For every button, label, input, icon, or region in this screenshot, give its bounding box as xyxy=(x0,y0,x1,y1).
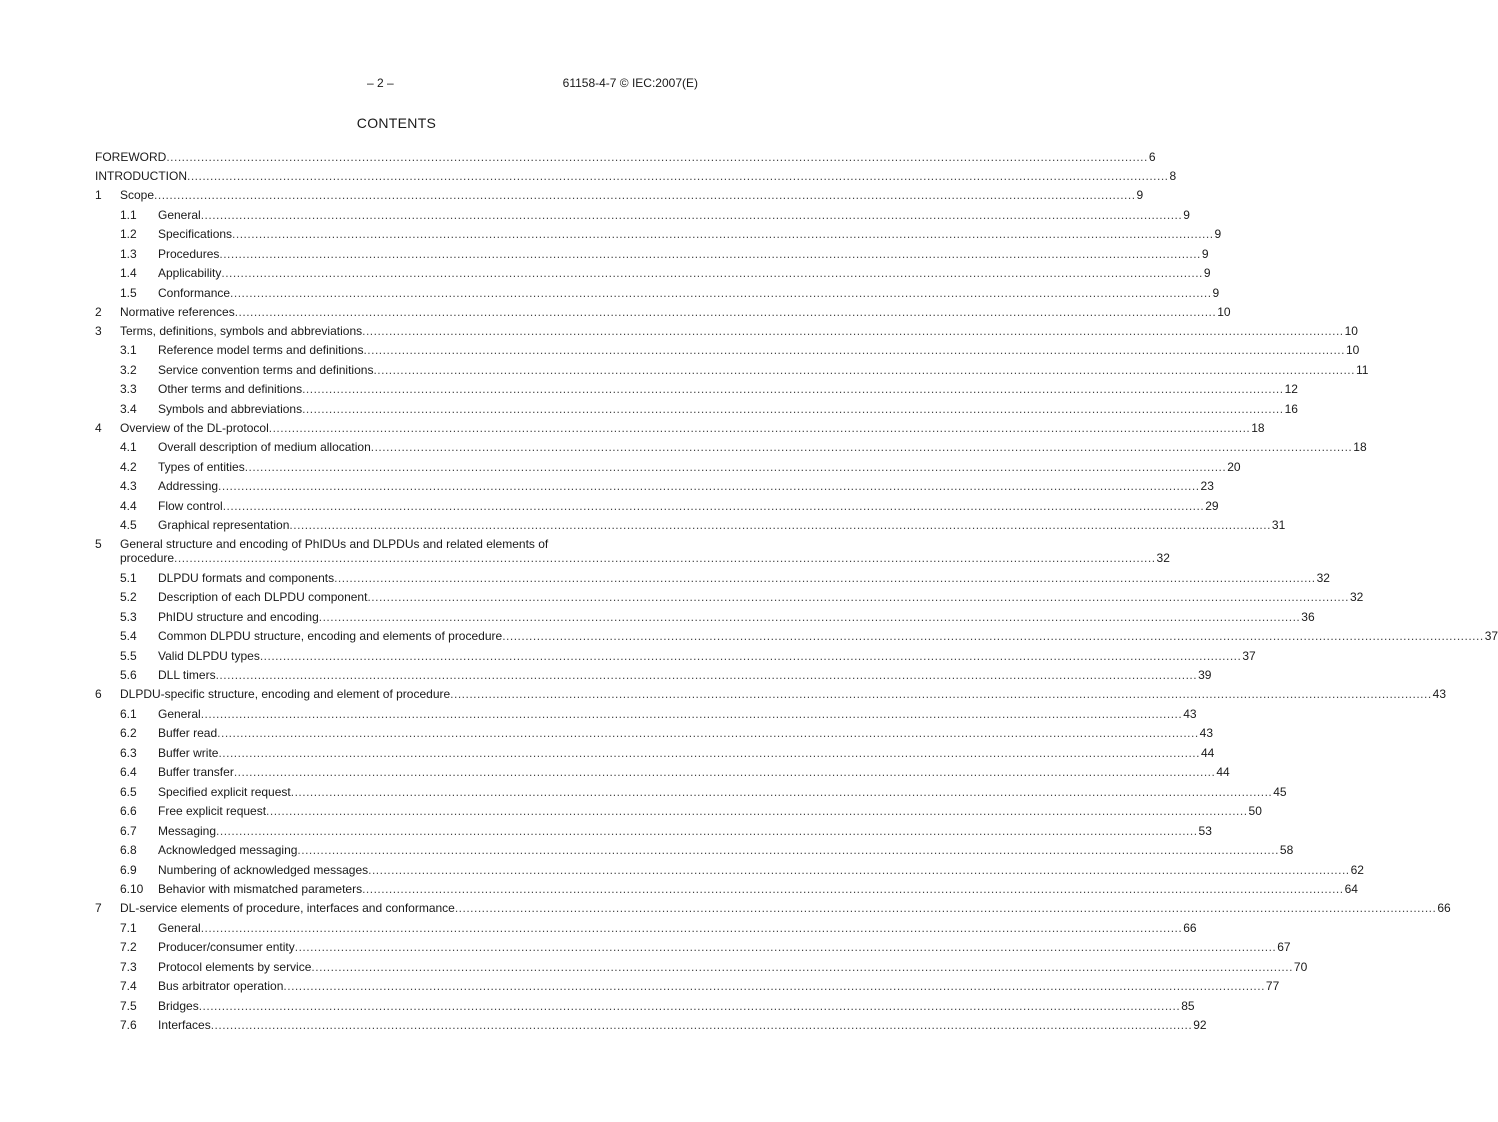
toc-entry-page: 66 xyxy=(1183,920,1197,935)
toc-entry-page: 67 xyxy=(1277,940,1291,954)
toc-entry[interactable] xyxy=(95,169,1177,183)
dot-leader xyxy=(269,421,1251,435)
dot-leader xyxy=(154,188,1136,202)
toc-entry[interactable] xyxy=(95,784,1287,799)
toc-entry-page: 58 xyxy=(1279,843,1294,857)
toc-entry-page: 32 xyxy=(1156,551,1170,565)
toc-entry-number: 7.6 xyxy=(120,1018,137,1032)
toc-entry-title: Bridges xyxy=(158,998,199,1013)
toc-entry-number: 3.3 xyxy=(120,382,137,396)
toc-entry-title: Interfaces xyxy=(158,1018,211,1032)
toc-entry-number: 6.5 xyxy=(120,784,137,799)
toc-entry-title: Symbols and abbreviations xyxy=(158,401,303,416)
dot-leader xyxy=(302,402,1284,416)
toc-entry[interactable] xyxy=(95,518,1286,532)
toc-entry[interactable] xyxy=(95,382,1298,396)
toc-entry[interactable] xyxy=(95,323,1358,338)
toc-entry-title: DLL timers xyxy=(158,668,216,682)
toc-entry[interactable] xyxy=(95,629,1498,643)
toc-entry-page: 32 xyxy=(1316,570,1330,585)
toc-entry-number: 7.3 xyxy=(120,959,137,974)
toc-entry-number: 6.10 xyxy=(120,882,144,896)
toc-entry-number: 7.5 xyxy=(120,998,137,1013)
toc-entry-title: Buffer read xyxy=(158,726,218,740)
toc-entry-number: 3.1 xyxy=(120,343,137,357)
toc-entry-number: 6.2 xyxy=(120,726,137,740)
dot-leader xyxy=(502,629,1484,643)
table-of-contents xyxy=(95,145,1498,1032)
toc-entry-number: 5.5 xyxy=(120,648,137,663)
dot-leader xyxy=(234,765,1216,779)
dot-leader xyxy=(291,785,1273,799)
dot-leader xyxy=(216,668,1198,682)
dot-leader xyxy=(218,746,1200,760)
toc-entry-title: Messaging xyxy=(158,823,217,838)
toc-entry-page: 43 xyxy=(1183,706,1197,721)
toc-entry-title: Applicability xyxy=(158,266,222,280)
toc-entry-page: 18 xyxy=(1353,440,1367,454)
header-page-number: – 2 – xyxy=(367,76,394,90)
toc-entry-page: 44 xyxy=(1200,745,1215,760)
toc-entry-number: 3.4 xyxy=(120,401,137,416)
toc-entry-title: PhIDU structure and encoding xyxy=(158,609,319,624)
toc-entry-number: 3.2 xyxy=(120,362,137,377)
toc-entry-page: 9 xyxy=(1136,188,1144,202)
dot-leader xyxy=(297,843,1279,857)
toc-entry[interactable] xyxy=(95,440,1367,454)
toc-entry[interactable] xyxy=(95,765,1230,779)
header-document-id: 61158-4-7 © IEC:2007(E) xyxy=(562,76,698,90)
toc-entry-title: Buffer write xyxy=(158,745,219,760)
toc-entry-page: 37 xyxy=(1484,629,1498,643)
dot-leader xyxy=(223,499,1205,513)
toc-entry-page: 31 xyxy=(1271,518,1286,532)
toc-entry-number: 6.4 xyxy=(120,765,137,779)
dot-leader xyxy=(230,286,1212,300)
dot-leader xyxy=(266,804,1248,818)
toc-entry-number: 5.1 xyxy=(120,570,137,585)
toc-entry-title: Procedures xyxy=(158,246,220,261)
toc-entry[interactable] xyxy=(95,609,1315,624)
toc-entry-number: 6.8 xyxy=(120,843,137,857)
toc-entry-title: Acknowledged messaging xyxy=(158,843,298,857)
toc-entry-title: Service convention terms and definitions xyxy=(158,362,374,377)
toc-entry-page: 20 xyxy=(1227,459,1241,474)
toc-entry-number: 6.1 xyxy=(120,706,137,721)
toc-entry[interactable] xyxy=(95,979,1280,993)
toc-entry-number: 3 xyxy=(95,323,102,338)
dot-leader xyxy=(232,227,1214,241)
toc-entry-number: 1.1 xyxy=(120,207,137,222)
dot-leader xyxy=(319,610,1301,624)
toc-entry-title: Types of entities xyxy=(158,459,245,474)
dot-leader xyxy=(283,979,1265,993)
toc-entry-title: General xyxy=(158,207,201,222)
toc-entry[interactable] xyxy=(95,668,1212,682)
toc-entry-title: Terms, definitions, symbols and abbreviations xyxy=(120,323,363,338)
toc-entry[interactable] xyxy=(95,343,1360,357)
toc-entry-page: 66 xyxy=(1437,901,1451,915)
toc-entry-page: 45 xyxy=(1273,784,1287,799)
toc-entry-title: Addressing xyxy=(158,479,219,493)
toc-entry-title: Other terms and definitions xyxy=(158,382,303,396)
toc-entry-number: 4.1 xyxy=(120,440,137,454)
dot-leader xyxy=(187,169,1169,183)
toc-entry-title: Behavior with mismatched parameters xyxy=(158,882,363,896)
toc-entry-page: 37 xyxy=(1242,648,1256,663)
toc-entry[interactable] xyxy=(95,1018,1207,1032)
toc-entry[interactable] xyxy=(95,998,1195,1013)
toc-entry-title: FOREWORD xyxy=(95,150,167,164)
toc-entry-title: Scope xyxy=(120,188,155,202)
toc-entry-title: DL-service elements of procedure, interfaces and conformance xyxy=(120,901,455,915)
toc-entry-title: General xyxy=(158,920,201,935)
toc-entry-number: 6.3 xyxy=(120,745,137,760)
toc-entry-number: 7.1 xyxy=(120,920,137,935)
toc-entry-page: 10 xyxy=(1217,304,1231,319)
toc-entry-title: Bus arbitrator operation xyxy=(158,979,284,993)
toc-entry[interactable] xyxy=(95,246,1209,261)
dot-leader xyxy=(455,901,1437,915)
toc-entry-page: 70 xyxy=(1293,959,1308,974)
toc-entry-number: 6.7 xyxy=(120,823,137,838)
toc-entry-page: 39 xyxy=(1198,668,1212,682)
toc-entry[interactable] xyxy=(95,188,1144,202)
toc-entry-title: Graphical representation xyxy=(158,518,290,532)
toc-entry-page: 77 xyxy=(1265,979,1280,993)
toc-entry-number: 1.3 xyxy=(120,246,137,261)
toc-entry-number: 7.2 xyxy=(120,940,137,954)
toc-entry[interactable] xyxy=(95,648,1256,663)
dot-leader xyxy=(235,305,1217,319)
toc-entry-page: 53 xyxy=(1198,823,1212,838)
dot-leader xyxy=(217,726,1199,740)
toc-entry-title: Buffer transfer xyxy=(158,765,234,779)
dot-leader xyxy=(367,590,1349,604)
toc-entry-page: 64 xyxy=(1344,882,1358,896)
dot-leader xyxy=(373,363,1355,377)
toc-entry[interactable] xyxy=(95,498,1219,513)
toc-entry-number: 5.3 xyxy=(120,609,137,624)
toc-entry[interactable] xyxy=(95,479,1214,493)
toc-entry[interactable] xyxy=(95,150,1156,164)
dot-leader xyxy=(199,999,1181,1013)
dot-leader xyxy=(362,324,1344,338)
toc-entry-page: 43 xyxy=(1199,726,1214,740)
dot-leader xyxy=(166,150,1148,164)
toc-entry-page: 43 xyxy=(1432,687,1447,701)
toc-entry-title: Description of each DLPDU component xyxy=(158,590,368,604)
toc-entry[interactable] xyxy=(95,862,1364,877)
toc-entry[interactable] xyxy=(95,687,1447,701)
toc-entry-page: 44 xyxy=(1216,765,1230,779)
toc-entry-number: 6.9 xyxy=(120,862,137,877)
toc-entry[interactable] xyxy=(95,745,1215,760)
toc-entry[interactable] xyxy=(95,459,1241,474)
toc-entry[interactable] xyxy=(95,823,1212,838)
toc-entry[interactable] xyxy=(95,843,1294,857)
toc-entry-number: 1 xyxy=(95,188,102,202)
toc-entry-page: 32 xyxy=(1349,590,1364,604)
dot-leader xyxy=(211,1018,1193,1032)
dot-leader xyxy=(334,571,1316,585)
toc-entry[interactable] xyxy=(95,901,1451,915)
toc-entry-page: 9 xyxy=(1214,227,1222,241)
toc-entry-page: 9 xyxy=(1201,246,1209,261)
toc-entry-title: Specifications xyxy=(158,227,233,241)
toc-entry-number: 4.5 xyxy=(120,518,137,532)
toc-entry-title: DLPDU-specific structure, encoding and element of procedure xyxy=(120,687,451,701)
toc-entry-page: 23 xyxy=(1200,479,1214,493)
dot-leader xyxy=(201,921,1183,935)
toc-entry[interactable] xyxy=(95,920,1197,935)
toc-entry-title: Overall description of medium allocation xyxy=(158,440,371,454)
toc-entry-number: 5.2 xyxy=(120,590,137,604)
toc-entry[interactable] xyxy=(95,537,1170,565)
toc-entry[interactable] xyxy=(95,285,1220,300)
toc-entry-page: 18 xyxy=(1251,420,1265,435)
dot-leader xyxy=(174,551,1156,565)
toc-entry-title: Producer/consumer entity xyxy=(158,940,295,954)
dot-leader xyxy=(302,382,1284,396)
toc-entry-number: 1.5 xyxy=(120,285,137,300)
toc-entry[interactable] xyxy=(95,706,1197,721)
toc-entry[interactable] xyxy=(95,304,1231,319)
toc-entry-page: 6 xyxy=(1148,150,1156,164)
toc-entry-number: 1.4 xyxy=(120,266,137,280)
dot-leader xyxy=(218,479,1200,493)
toc-entry-number: 5.6 xyxy=(120,668,137,682)
toc-entry[interactable] xyxy=(95,362,1369,377)
toc-entry-title: INTRODUCTION xyxy=(95,169,187,183)
toc-entry[interactable] xyxy=(95,804,1262,818)
dot-leader xyxy=(450,687,1432,701)
toc-entry-title: Protocol elements by service xyxy=(158,959,312,974)
toc-entry[interactable] xyxy=(95,590,1364,604)
toc-entry-page: 9 xyxy=(1212,285,1220,300)
toc-entry-title: DLPDU formats and components xyxy=(158,570,335,585)
dot-leader xyxy=(201,208,1183,222)
toc-entry-number: 4.2 xyxy=(120,459,137,474)
toc-entry-page: 8 xyxy=(1169,169,1177,183)
dot-leader xyxy=(201,707,1183,721)
toc-entry-page: 29 xyxy=(1205,498,1219,513)
toc-entry-page: 9 xyxy=(1183,207,1190,222)
toc-entry-number: 4.3 xyxy=(120,479,137,493)
toc-entry-page: 62 xyxy=(1350,862,1364,877)
dot-leader xyxy=(245,460,1227,474)
toc-entry[interactable] xyxy=(95,882,1358,896)
toc-entry[interactable] xyxy=(95,207,1190,222)
toc-entry[interactable] xyxy=(95,401,1298,416)
toc-entry-page: 12 xyxy=(1284,382,1298,396)
dot-leader xyxy=(371,440,1353,454)
dot-leader xyxy=(368,863,1350,877)
dot-leader xyxy=(311,960,1293,974)
toc-entry-page: 36 xyxy=(1301,609,1315,624)
toc-entry-page: 92 xyxy=(1193,1018,1207,1032)
toc-entry-page: 9 xyxy=(1203,266,1211,280)
dot-leader xyxy=(295,940,1277,954)
toc-entry-title: Overview of the DL-protocol xyxy=(120,420,269,435)
toc-entry-number: 2 xyxy=(95,304,102,319)
toc-entry[interactable] xyxy=(95,266,1211,280)
toc-entry-title: Normative references xyxy=(120,304,235,319)
dot-leader xyxy=(216,824,1198,838)
toc-entry-title: Conformance xyxy=(158,285,231,300)
toc-entry[interactable] xyxy=(95,940,1291,954)
toc-entry-title: Specified explicit request xyxy=(158,784,291,799)
toc-entry-page: 85 xyxy=(1181,998,1195,1013)
dot-leader xyxy=(362,882,1344,896)
toc-entry-number: 6.6 xyxy=(120,804,137,818)
toc-entry-title: Common DLPDU structure, encoding and elements of procedure xyxy=(158,629,503,643)
toc-entry-number: 6 xyxy=(95,687,102,701)
toc-entry-page: 10 xyxy=(1344,323,1358,338)
toc-entry-number: 4.4 xyxy=(120,498,137,513)
toc-entry-page: 11 xyxy=(1355,362,1369,377)
toc-entry-title: General structure and encoding of PhIDUs and DLPDUs and related elements of xyxy=(120,537,549,551)
toc-entry-page: 16 xyxy=(1284,401,1298,416)
toc-entry-page: 50 xyxy=(1248,804,1262,818)
toc-entry-number: 7.4 xyxy=(120,979,137,993)
toc-entry-number: 1.2 xyxy=(120,227,137,241)
toc-entry-page: 10 xyxy=(1345,343,1360,357)
toc-entry-title: Numbering of acknowledged messages xyxy=(158,862,369,877)
toc-entry-number: 5 xyxy=(95,537,102,551)
contents-title: CONTENTS xyxy=(356,115,437,131)
toc-entry-title: Free explicit request xyxy=(158,804,267,818)
toc-entry[interactable] xyxy=(95,726,1214,740)
dot-leader xyxy=(260,649,1242,663)
toc-entry-title: Flow control xyxy=(158,498,223,513)
toc-entry[interactable] xyxy=(95,420,1265,435)
dot-leader xyxy=(289,518,1271,532)
dot-leader xyxy=(219,247,1201,261)
dot-leader xyxy=(363,343,1345,357)
toc-entry[interactable] xyxy=(95,570,1330,585)
toc-entry-number: 7 xyxy=(95,901,102,915)
toc-entry[interactable] xyxy=(95,227,1222,241)
dot-leader xyxy=(221,266,1203,280)
toc-entry-number: 5.4 xyxy=(120,629,137,643)
toc-entry-title-continued: procedure xyxy=(120,551,175,565)
toc-entry[interactable] xyxy=(95,959,1308,974)
toc-entry-title: General xyxy=(158,706,201,721)
toc-entry-title: Valid DLPDU types xyxy=(158,648,260,663)
toc-entry-title: Reference model terms and definitions xyxy=(158,343,364,357)
toc-entry-number: 4 xyxy=(95,420,102,435)
